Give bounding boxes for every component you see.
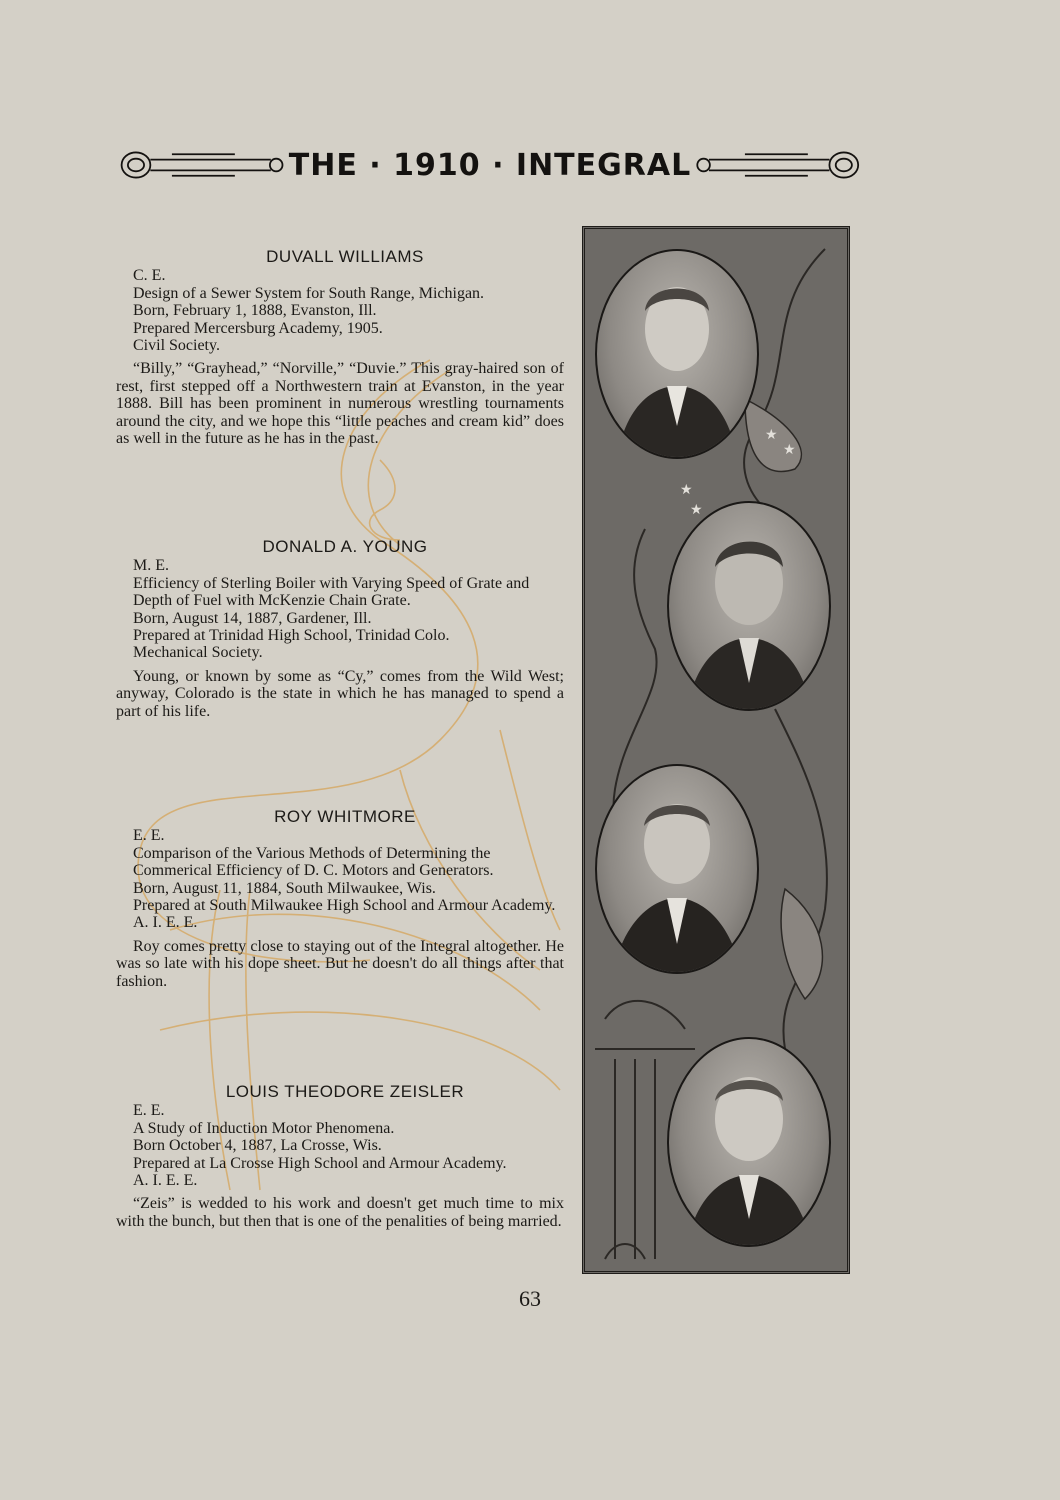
prepared-line: Prepared Mercersburg Academy, 1905.: [133, 319, 383, 337]
student-bio: “Billy,” “Grayhead,” “Norville,” “Duvie.” This gray-haired son of rest, first stepped off a Northwestern train at Evanston, in the year 1888. Bill has been prominent in numerous wrestling tournaments around the city, and we hope this “little peaches and cream kid” does as well in the future as he has in the past.: [116, 360, 564, 448]
prepared-line: Prepared at La Crosse High School and Armour Academy.: [133, 1154, 507, 1172]
student-bio: Roy comes pretty close to staying out of the Integral altogether. He was so late with his dope sheet. But he doesn't do all things after that fashion.: [116, 937, 564, 990]
student-name: LOUIS THEODORE ZEISLER: [225, 1082, 465, 1101]
thesis-line: Design of a Sewer System for South Range, Michigan.: [133, 284, 485, 302]
student-entry: [116, 1083, 564, 1230]
student-degree: M. E.: [133, 557, 169, 575]
svg-text:★: ★: [765, 427, 778, 443]
portrait-photo: [667, 501, 831, 711]
svg-text:★: ★: [783, 442, 796, 458]
portrait-photo: [595, 249, 759, 459]
portrait-photo: [595, 764, 759, 974]
student-entry: [116, 538, 564, 720]
student-name: DUVALL WILLIAMS: [266, 247, 424, 266]
page-number: 63: [519, 1286, 541, 1311]
thesis-line: Efficiency of Sterling Boiler with Varying Speed of Grate and Depth of Fuel with McKenzie Chain Grate.: [133, 574, 530, 610]
student-degree: C. E.: [133, 267, 166, 285]
student-name: DONALD A. YOUNG: [262, 537, 428, 556]
student-entry: [116, 808, 564, 990]
society-line: A. I. E. E.: [133, 1172, 198, 1190]
society-line: Mechanical Society.: [133, 644, 263, 662]
left-scroll-ornament: [118, 145, 289, 185]
student-degree: E. E.: [133, 1102, 165, 1120]
right-scroll-ornament: [691, 145, 862, 185]
student-entry: [116, 248, 564, 447]
born-line: Born October 4, 1887, La Crosse, Wis.: [133, 1137, 382, 1155]
thesis-line: A Study of Induction Motor Phenomena.: [133, 1119, 395, 1137]
society-line: Civil Society.: [133, 337, 220, 355]
portrait-panel: [582, 226, 850, 1274]
born-line: Born, February 1, 1888, Evanston, Ill.: [133, 302, 377, 320]
student-bio: “Zeis” is wedded to his work and doesn't get much time to mix with the bunch, but then that is one of the penalities of being married.: [116, 1195, 564, 1230]
prepared-line: Prepared at South Milwaukee High School and Armour Academy.: [133, 897, 556, 915]
student-degree: E. E.: [133, 827, 165, 845]
student-name: ROY WHITMORE: [274, 807, 416, 826]
page-title: THE · 1910 · INTEGRAL: [288, 147, 692, 183]
portrait-photo: [667, 1037, 831, 1247]
student-bio: Young, or known by some as “Cy,” comes from the Wild West; anyway, Colorado is the state in which he has managed to spend a part of his life.: [116, 667, 564, 720]
society-line: A. I. E. E.: [133, 914, 198, 932]
born-line: Born, August 11, 1884, South Milwaukee, Wis.: [133, 879, 436, 897]
background-ornament-drawing: [100, 330, 580, 1210]
svg-text:★: ★: [680, 482, 693, 498]
svg-text:★: ★: [690, 502, 703, 518]
page-header: [118, 143, 862, 187]
prepared-line: Prepared at Trinidad High School, Trinidad Colo.: [133, 627, 450, 645]
thesis-line: Comparison of the Various Methods of Determining the Commerical Efficiency of D. C. Motors and Generators.: [133, 844, 494, 880]
born-line: Born, August 14, 1887, Gardener, Ill.: [133, 609, 372, 627]
